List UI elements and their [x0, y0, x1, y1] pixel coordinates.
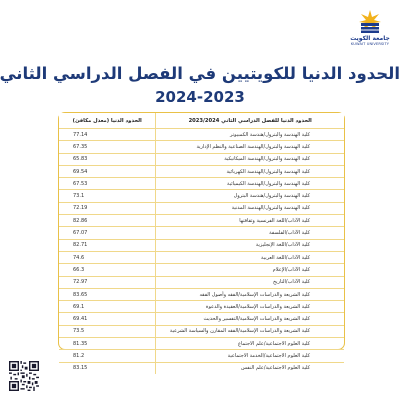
faculty-cell: كلية العلوم الاجتماعية/الخدمة الاجتماعية [156, 350, 344, 362]
minimum-value-cell: 72.19 [59, 202, 156, 214]
table-row [59, 301, 344, 313]
table-row [59, 313, 344, 325]
university-logo [348, 8, 392, 47]
faculty-cell: كلية الآداب/التاريخ [156, 276, 344, 288]
minimum-grades-table [58, 112, 345, 372]
faculty-cell: كلية الآداب/اللغة العربية [156, 251, 344, 263]
table-header-row [59, 113, 344, 129]
minimum-value-cell: 83.15 [73, 365, 88, 372]
minimum-value-cell: 81.2 [59, 350, 156, 362]
minimum-value-cell: 82.86 [59, 215, 156, 227]
faculty-cell: كلية الآداب/الفلسفة [156, 227, 344, 239]
minimum-value-cell: 67.35 [59, 141, 156, 153]
faculty-cell: كلية الهندسة والبترول/هندسة البترول [156, 190, 344, 202]
header-minimum: الحدود الدنيا (معدل مكافئ) [59, 113, 156, 129]
table-row [59, 165, 344, 177]
logo-english-name: KUWAIT UNIVERSITY [350, 42, 390, 46]
minimum-value-cell: 82.71 [59, 239, 156, 251]
faculty-cell: كلية العلوم الاجتماعية/علم الاجتماع [156, 338, 344, 350]
faculty-cell: كلية الهندسة والبترول/الهندسة الكهربائية [156, 165, 344, 177]
table-row [59, 129, 344, 141]
minimum-value-cell: 74.6 [59, 251, 156, 263]
minimum-value-cell: 81.35 [59, 338, 156, 350]
table-row [59, 264, 344, 276]
table-row [59, 178, 344, 190]
minimum-value-cell: 73.5 [59, 325, 156, 337]
table-row [59, 276, 344, 288]
faculty-cell: كلية الآداب/اللغة الفرنسية وثقافتها [156, 215, 344, 227]
page-title: الحدود الدنيا للكويتيين في الفصل الدراسي الثاني [0, 64, 400, 83]
minimum-value-cell: 67.53 [59, 178, 156, 190]
table-row [59, 325, 344, 337]
table-row [59, 251, 344, 263]
minimum-value-cell: 72.97 [59, 276, 156, 288]
minimum-value-cell: 69.1 [59, 301, 156, 313]
faculty-cell: كلية الهندسة والبترول/الهندسة الصناعية والنظم الإدارية [156, 141, 344, 153]
table-row [59, 350, 344, 362]
table-row [59, 338, 344, 350]
minimum-value-cell: 77.14 [59, 129, 156, 141]
faculty-cell: كلية الهندسة والبترول/هندسة الكمبيوتر [156, 129, 344, 141]
header-faculty: الحدود الدنيا للفصل الدراسي الثاني 2023/2024 [156, 113, 344, 129]
faculty-cell: كلية الشريعة والدراسات الإسلامية/الفقه وأصول الفقه [156, 288, 344, 300]
minimum-value-cell: 66.3 [59, 264, 156, 276]
minimum-value-cell: 65.83 [59, 153, 156, 165]
table-row [59, 215, 344, 227]
qr-code-icon [9, 361, 39, 391]
faculty-cell: كلية الشريعة والدراسات الإسلامية/الفقه المقارن والسياسة الشرعية [156, 325, 344, 337]
table-row [59, 288, 344, 300]
faculty-cell: كلية الآداب/اللغة الإنجليزية [156, 239, 344, 251]
kuwait-university-logo-icon [357, 8, 383, 34]
table-row [59, 239, 344, 251]
table-row [59, 362, 344, 374]
minimum-value-cell: 83.65 [59, 288, 156, 300]
faculty-cell: كلية الهندسة والبترول/الهندسة الميكانيكية [156, 153, 344, 165]
faculty-cell: كلية الهندسة والبترول/الهندسة المدنية [156, 202, 344, 214]
minimum-value-cell: 69.54 [59, 165, 156, 177]
minimum-value-cell: 69.41 [59, 313, 156, 325]
table-row [59, 153, 344, 165]
faculty-cell: كلية الآداب/الإعلام [156, 264, 344, 276]
logo-arabic-name: جامعة الكويت [350, 35, 390, 42]
faculty-cell: كلية الهندسة والبترول/الهندسة الكيميائية [156, 178, 344, 190]
minimum-value-cell: 73.1 [59, 190, 156, 202]
minimum-value-cell: 67.07 [59, 227, 156, 239]
faculty-cell: كلية الشريعة والدراسات الإسلامية/التفسير والحديث [156, 313, 344, 325]
table-row [59, 202, 344, 214]
table-row [59, 141, 344, 153]
faculty-cell: كلية الشريعة والدراسات الإسلامية/العقيدة والدعوة [156, 301, 344, 313]
faculty-cell: كلية العلوم الاجتماعية/علم النفس [156, 362, 344, 374]
table-row [59, 227, 344, 239]
table-row [59, 190, 344, 202]
page-subtitle-year: 2024-2023 [155, 88, 245, 106]
